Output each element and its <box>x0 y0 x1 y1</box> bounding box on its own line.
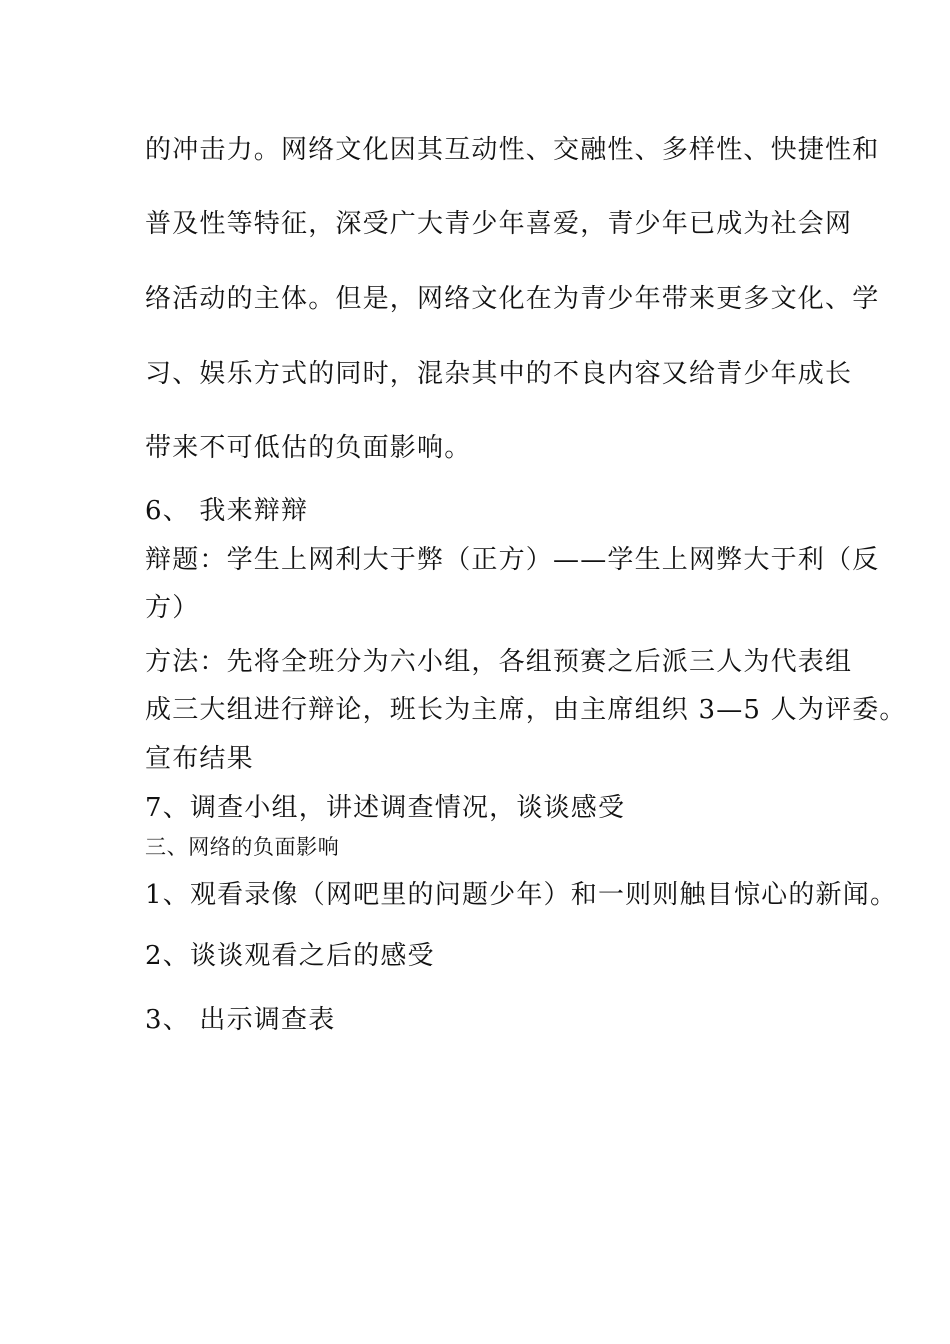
paragraph-line: 络活动的主体。但是，网络文化在为青少年带来更多文化、学 <box>145 284 880 314</box>
paragraph-line: 的冲击力。网络文化因其互动性、交融性、多样性、快捷性和 <box>145 135 880 165</box>
section-3-item: 3、 出示调查表 <box>145 1005 336 1035</box>
item-6-title: 6、 我来辩辩 <box>145 496 309 526</box>
paragraph-line: 带来不可低估的负面影响。 <box>145 433 472 463</box>
paragraph-line: 习、娱乐方式的同时，混杂其中的不良内容又给青少年成长 <box>145 359 853 389</box>
section-3-heading: 三、网络的负面影响 <box>145 835 340 859</box>
debate-topic-line: 方） <box>145 593 200 623</box>
item-7: 7、调查小组，讲述调查情况，谈谈感受 <box>145 793 626 823</box>
section-3-item: 2、谈谈观看之后的感受 <box>145 941 435 971</box>
paragraph-line: 普及性等特征，深受广大青少年喜爱，青少年已成为社会网 <box>145 209 853 239</box>
method-line: 成三大组进行辩论，班长为主席，由主席组织 3—5 人为评委。 <box>145 695 907 725</box>
debate-topic-line: 辩题：学生上网利大于弊（正方）——学生上网弊大于利（反 <box>145 545 880 575</box>
method-line: 宣布结果 <box>145 744 254 774</box>
method-line: 方法：先将全班分为六小组，各组预赛之后派三人为代表组 <box>145 647 853 677</box>
section-3-item: 1、观看录像（网吧里的问题少年）和一则则触目惊心的新闻。 <box>145 880 898 910</box>
